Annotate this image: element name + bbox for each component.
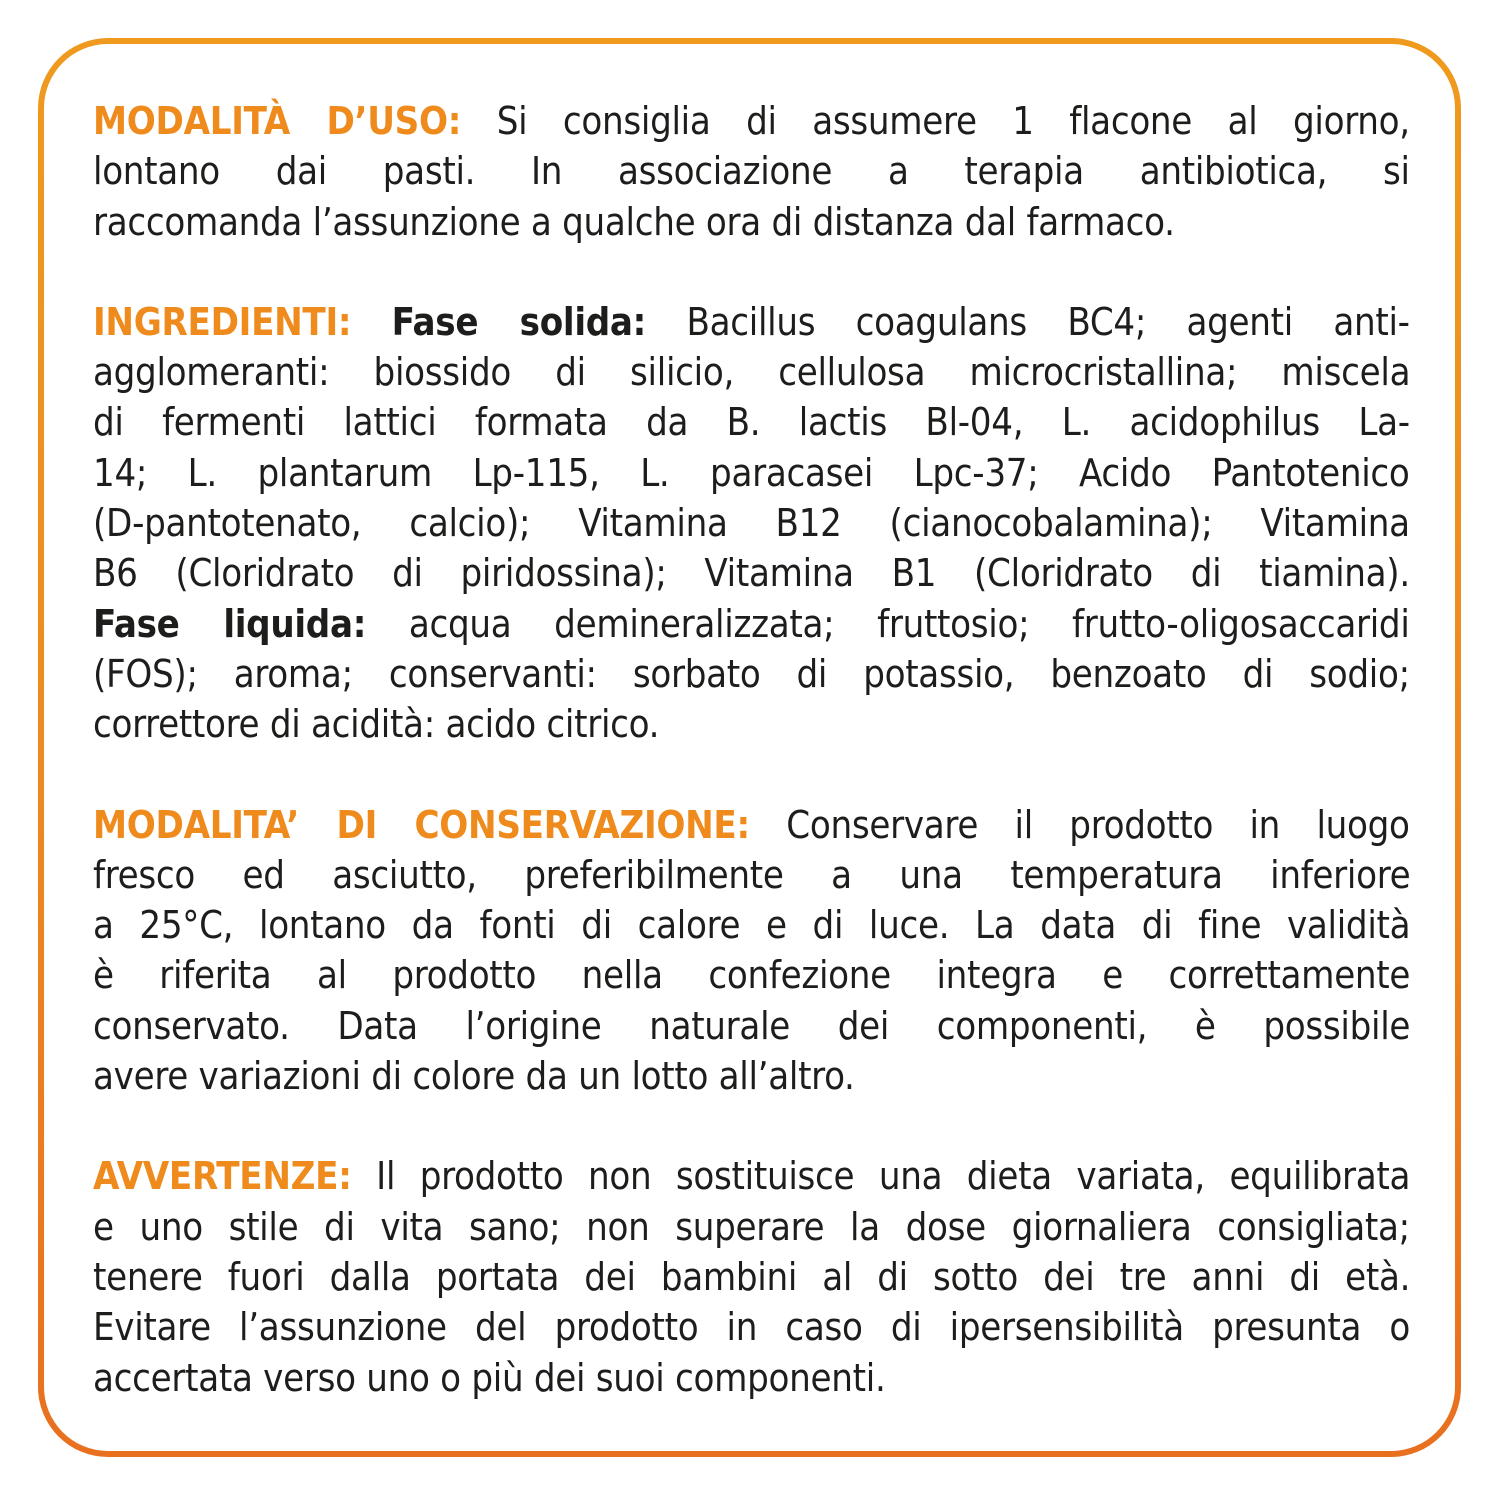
text-line: tenere fuori dalla portata dei bambini al di sotto dei tre anni di età. (93, 1254, 1411, 1299)
text-line: di fermenti lattici formata da B. lactis Bl-04, L. acidophilus La- (93, 400, 1410, 445)
text-line: avere variazioni di colore da un lotto all’altro. (93, 1054, 855, 1099)
section-warnings (93, 1151, 1410, 1402)
text-line: (FOS); aroma; conservanti: sorbato di potassio, benzoato di sodio; (93, 651, 1410, 696)
text-line: lontano dai pasti. In associazione a terapia antibiotica, si (93, 149, 1410, 194)
text-line: accertata verso uno o più dei suoi componenti. (93, 1355, 886, 1400)
text-line: Bacillus coagulans BC4; agenti anti- (686, 299, 1410, 344)
label-text-block (93, 96, 1410, 1453)
text-line: 14; L. plantarum Lp-115, L. paracasei Lpc-37; Acido Pantotenico (93, 450, 1410, 495)
text-line: Il prodotto non sostituisce una dieta variata, equilibrata (376, 1154, 1411, 1199)
subheading-liquid-phase: Fase liquida: (93, 601, 367, 646)
heading-ingredients: INGREDIENTI: (93, 299, 352, 344)
text-line: agglomeranti: biossido di silicio, cellulosa microcristallina; miscela (93, 350, 1411, 395)
text-line: raccomanda l’assunzione a qualche ora di distanza dal farmaco. (93, 199, 1175, 244)
text-line: correttore di acidità: acido citrico. (93, 702, 660, 747)
text-line: (D-pantotenato, calcio); Vitamina B12 (cianocobalamina); Vitamina (93, 501, 1410, 546)
section-usage (93, 96, 1410, 247)
text-line: fresco ed asciutto, preferibilmente a una temperatura inferiore (93, 852, 1411, 897)
text-line: è riferita al prodotto nella confezione integra e correttamente (93, 953, 1411, 998)
text-line: conservato. Data l’origine naturale dei componenti, è possibile (93, 1003, 1411, 1048)
text-line: acqua demineralizzata; fruttosio; frutto-oligosaccaridi (408, 601, 1410, 646)
heading-usage: MODALITÀ D’USO: (93, 99, 462, 143)
text-line: B6 (Cloridrato di piridossina); Vitamina B1 (Cloridrato di tiamina). (93, 551, 1410, 596)
text-line: a 25°C, lontano da fonti di calore e di luce. La data di fine validità (93, 903, 1411, 948)
heading-warnings: AVVERTENZE: (93, 1154, 352, 1199)
text-line: Si consiglia di assumere 1 flacone al giorno, (496, 99, 1410, 143)
section-ingredients (93, 297, 1410, 750)
text-line: Evitare l’assunzione del prodotto in caso di ipersensibilità presunta o (93, 1305, 1410, 1350)
subheading-solid-phase: Fase solida: (391, 299, 647, 344)
text-line: Conservare il prodotto in luogo (786, 802, 1410, 847)
text-line: e uno stile di vita sano; non superare la dose giornaliera consigliata; (93, 1204, 1410, 1249)
heading-storage: MODALITA’ DI CONSERVAZIONE: (93, 802, 750, 847)
section-storage (93, 800, 1410, 1102)
